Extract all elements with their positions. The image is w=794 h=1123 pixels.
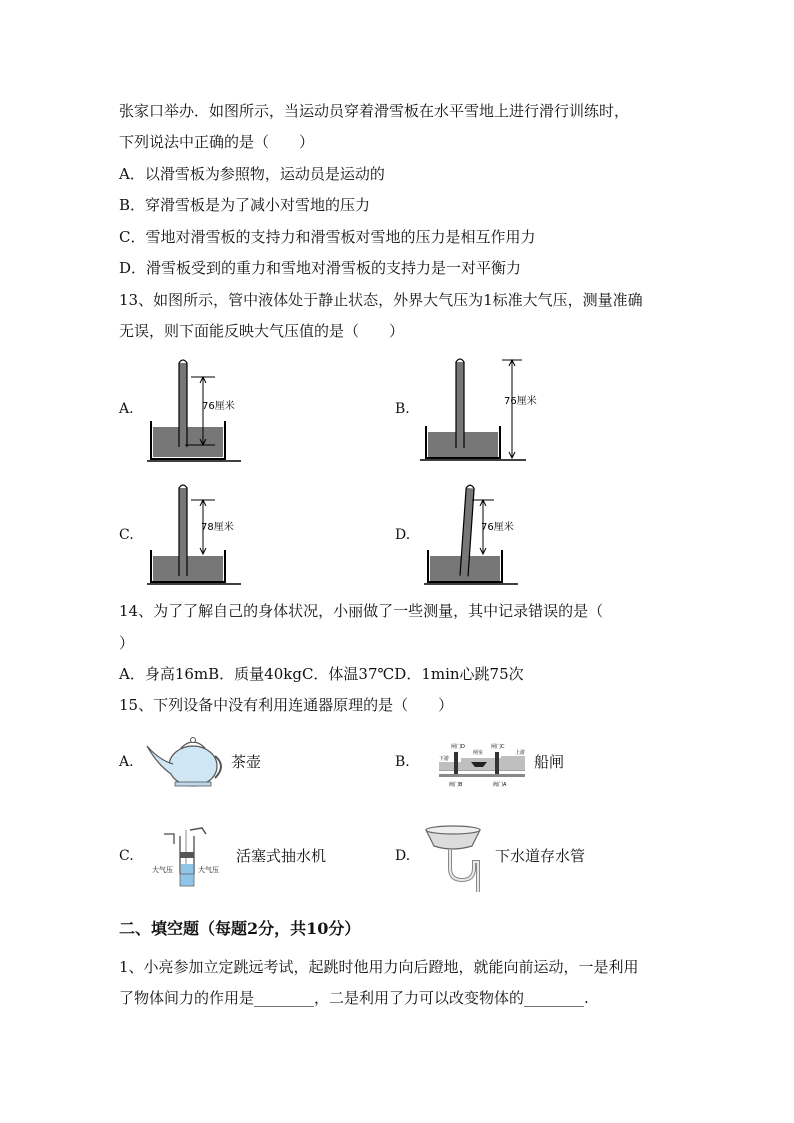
- height-label-c: 78厘米: [201, 522, 234, 533]
- barometer-figure-b: [418, 352, 537, 464]
- barometer-figure-a: [145, 355, 245, 465]
- q13-line1: 13、如图所示，管中液体处于静止状态，外界大气压为1标准大气压，测量准确: [119, 291, 643, 309]
- q15-line1: 15、下列设备中没有利用连通器原理的是（ ）: [119, 696, 454, 714]
- q12-line1: 张家口举办．如图所示，当运动员穿着滑雪板在水平雪地上进行滑行训练时，: [119, 102, 630, 120]
- q12-option-a: A．以滑雪板为参照物，运动员是运动的: [119, 165, 385, 183]
- caption-teapot: 茶壶: [231, 753, 262, 771]
- svg-text:大气压: 大气压: [152, 866, 173, 874]
- svg-text:阀门A: 阀门A: [493, 782, 507, 788]
- svg-text:上游: 上游: [515, 750, 526, 756]
- q14-line2: ）: [119, 634, 135, 652]
- q13-label-b: B.: [395, 401, 410, 417]
- svg-text:闸门D: 闸门D: [451, 744, 465, 750]
- drain-trap-image: [422, 822, 484, 894]
- q13-label-d: D.: [395, 527, 411, 543]
- q14-line1: 14、为了了解自己的身体状况，小丽做了一些测量，其中记录错误的是（: [119, 602, 604, 620]
- svg-text:闸门C: 闸门C: [491, 744, 505, 750]
- svg-text:闸室: 闸室: [473, 750, 484, 756]
- q12-line2: 下列说法中正确的是（ ）: [119, 133, 315, 151]
- s2-q1-line2: 了物体间力的作用是________，二是利用了力可以改变物体的________.: [119, 989, 589, 1007]
- q12-option-c: C．雪地对滑雪板的支持力和滑雪板对雪地的压力是相互作用力: [119, 228, 536, 246]
- height-label-b: 76厘米: [504, 396, 537, 407]
- q12-option-d: D．滑雪板受到的重力和雪地对滑雪板的支持力是一对平衡力: [119, 259, 522, 277]
- height-label-d: 76厘米: [481, 522, 514, 533]
- q15-label-c: C.: [119, 848, 134, 864]
- height-label-a: 76厘米: [202, 401, 235, 412]
- barometer-figure-d: [422, 480, 522, 588]
- ship-lock-image: [437, 740, 527, 792]
- svg-text:大气压: 大气压: [198, 866, 219, 874]
- barometer-figure-c: [145, 480, 245, 588]
- s2-q1-line1: 1、小亮参加立定跳远考试，起跳时他用力向后蹬地，就能向前运动，一是利用: [119, 958, 639, 976]
- q13-label-c: C.: [119, 527, 134, 543]
- q15-label-d: D.: [395, 848, 411, 864]
- q12-option-b: B．穿滑雪板是为了减小对雪地的压力: [119, 196, 371, 214]
- caption-ship-lock: 船闸: [534, 753, 565, 771]
- svg-text:下游: 下游: [439, 756, 450, 762]
- caption-piston-pump: 活塞式抽水机: [236, 847, 327, 865]
- q14-options: A．身高16mB．质量40kgC．体温37℃D．1min心跳75次: [119, 665, 524, 683]
- section-heading: 二、填空题（每题2分，共10分）: [119, 919, 361, 938]
- q13-line2: 无误，则下面能反映大气压值的是（ ）: [119, 322, 405, 340]
- q13-label-a: A.: [119, 401, 134, 417]
- q15-label-a: A.: [119, 754, 134, 770]
- svg-text:阀门B: 阀门B: [449, 782, 463, 788]
- caption-drain-trap: 下水道存水管: [495, 847, 586, 865]
- piston-pump-image: [150, 826, 230, 888]
- teapot-image: [143, 730, 223, 790]
- q15-label-b: B.: [395, 754, 410, 770]
